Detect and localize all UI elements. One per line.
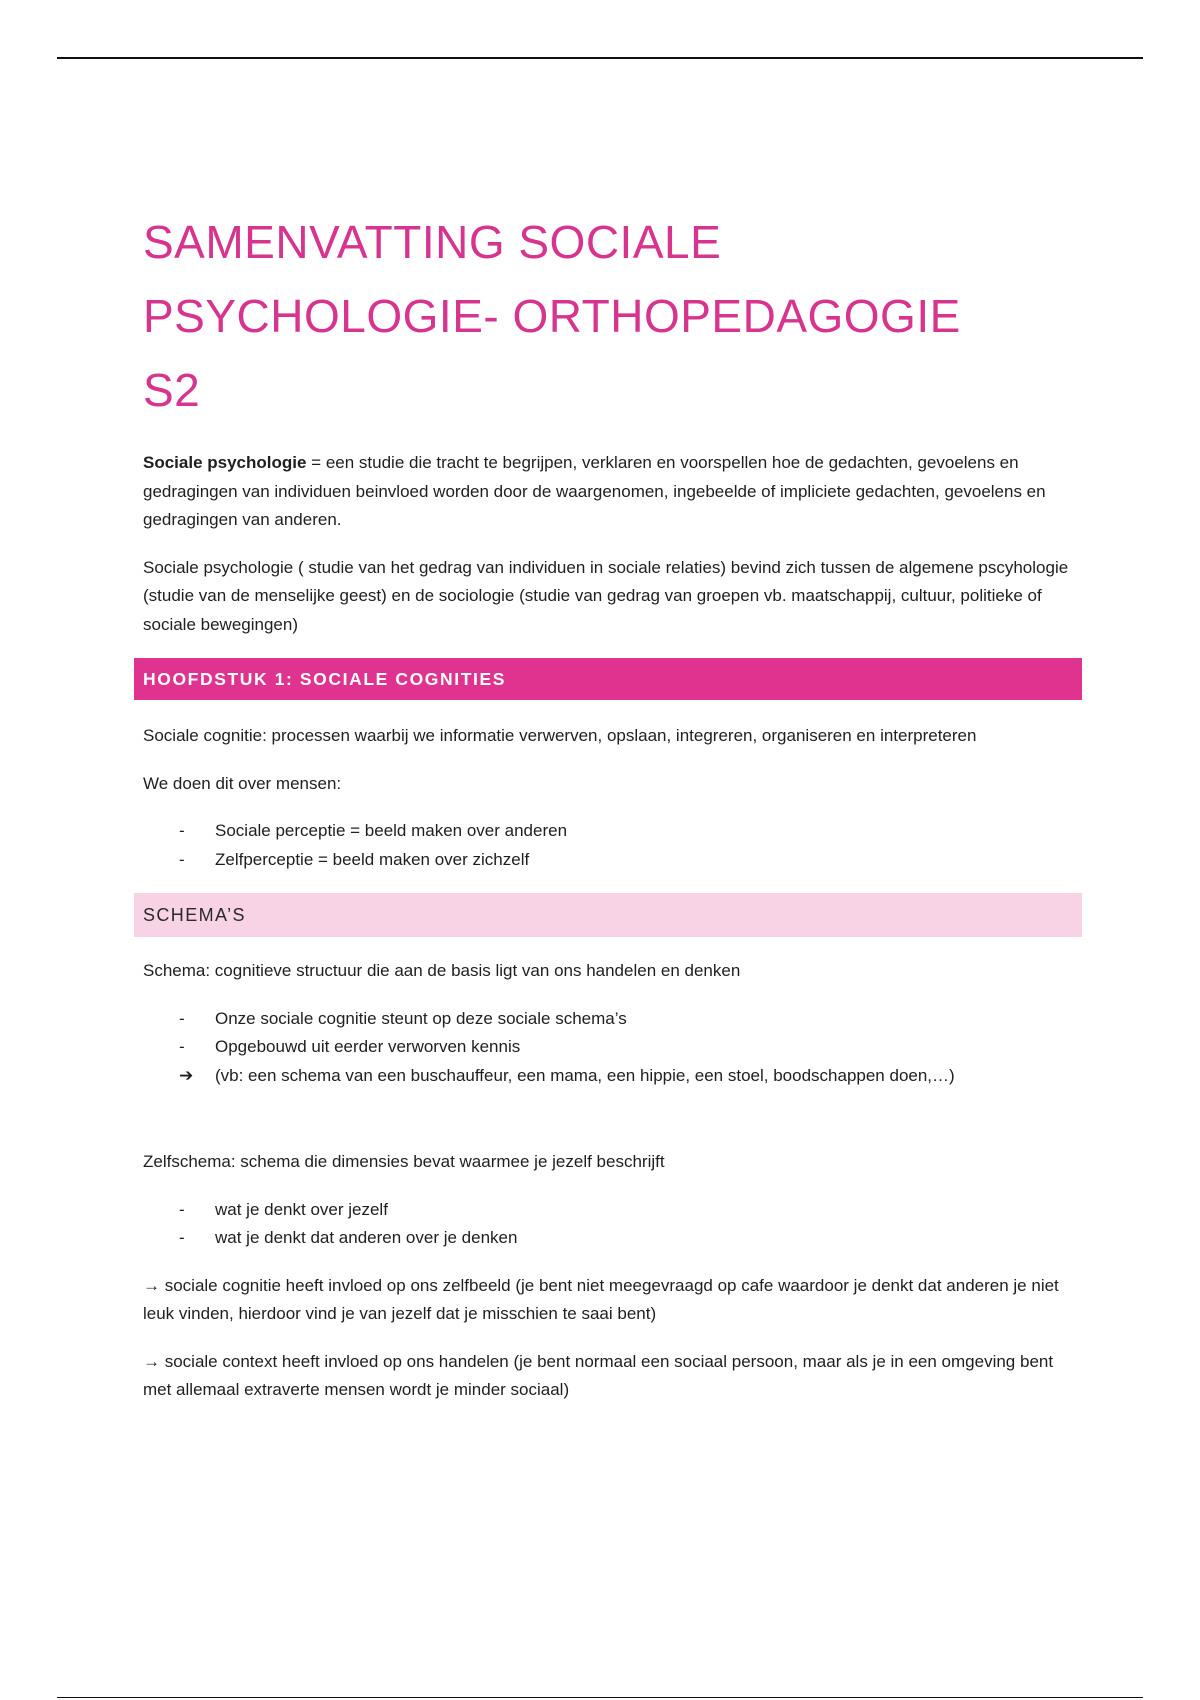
dash-marker: -	[179, 1228, 185, 1247]
list-item-text: wat je denkt dat anderen over je denken	[215, 1228, 518, 1247]
chapter-heading-bar	[134, 658, 1082, 700]
top-rule	[57, 57, 1143, 59]
list-item	[143, 846, 1073, 875]
self-schema-list	[143, 1196, 1073, 1253]
dash-marker: -	[179, 1037, 185, 1056]
dash-marker: -	[179, 1008, 185, 1028]
section-heading: SCHEMA’S	[143, 904, 246, 925]
document-body	[143, 205, 1073, 1424]
list-item-text: Sociale perceptie = beeld maken over anderen	[215, 821, 568, 840]
title-line-1: SAMENVATTING SOCIALE	[143, 216, 722, 268]
list-item	[143, 1033, 1073, 1062]
document-title	[143, 205, 1073, 427]
intro-term: Sociale psychologie	[143, 453, 307, 472]
dash-marker: -	[179, 849, 185, 869]
note-self-image: → sociale cognitie heeft invloed op ons zelfbeeld (je bent niet meegevraagd op cafe waardoor je denkt dat anderen je niet leuk vinden, hierdoor vind je van jezelf dat je misschien te saai bent)	[143, 1275, 1059, 1323]
title-line-3: S2	[143, 364, 201, 416]
list-item-text: Opgebouwd uit eerder verworven kennis	[215, 1037, 521, 1056]
list-item-text: Zelfperceptie = beeld maken over zichzelf	[215, 849, 530, 869]
dash-marker: -	[179, 821, 185, 840]
list-item	[143, 1062, 1073, 1091]
bottom-rule	[57, 1697, 1143, 1698]
social-cognition-lead: We doen dit over mensen:	[143, 773, 342, 793]
social-cognition-definition: Sociale cognitie: processen waarbij we informatie verwerven, opslaan, integreren, organiseren en interpreteren	[143, 726, 977, 745]
list-item-text: wat je denkt over jezelf	[215, 1199, 388, 1219]
list-item	[143, 817, 1073, 846]
note-social-context: → sociale context heeft invloed op ons handelen (je bent normaal een sociaal persoon, maar als je in een omgeving bent met allemaal extraverte mensen wordt je minder sociaal)	[143, 1351, 1054, 1399]
schema-list	[143, 1005, 1073, 1091]
chapter-heading: HOOFDSTUK 1: SOCIALE COGNITIES	[143, 668, 507, 689]
intro-definition: = een studie die tracht te begrijpen, verklaren en voorspellen hoe de gedachten, gevoelens en gedragingen van individuen beinvloed worden door de waargenomen, ingebeelde of impliciete gedachten, gevoelens en gedragingen van anderen.	[143, 453, 1046, 529]
schema-definition: Schema: cognitieve structuur die aan de basis ligt van ons handelen en denken	[143, 961, 741, 980]
list-item	[143, 1196, 1073, 1225]
list-item-text: Onze sociale cognitie steunt op deze sociale schema’s	[215, 1008, 627, 1028]
list-item	[143, 1005, 1073, 1034]
list-item-text: (vb: een schema van een buschauffeur, een mama, een hippie, een stoel, boodschappen doen,…)	[215, 1065, 955, 1085]
intro-paragraph-2: Sociale psychologie ( studie van het gedrag van individuen in sociale relaties) bevind zich tussen de algemene pscyhologie (studie van de menselijke geest) en de sociologie (studie van gedrag van groepen vb. maatschappij, cultuur, politieke of sociale bewegingen)	[143, 557, 1069, 634]
section-heading-bar	[134, 893, 1082, 937]
arrow-icon: ➔	[179, 1065, 194, 1085]
self-schema-definition: Zelfschema: schema die dimensies bevat waarmee je jezelf beschrijft	[143, 1152, 665, 1171]
list-item	[143, 1224, 1073, 1253]
title-line-2: PSYCHOLOGIE- ORTHOPEDAGOGIE	[143, 290, 961, 342]
perception-list	[143, 817, 1073, 874]
spacer	[143, 1109, 1073, 1148]
dash-marker: -	[179, 1199, 185, 1219]
intro-paragraph	[143, 449, 1073, 535]
